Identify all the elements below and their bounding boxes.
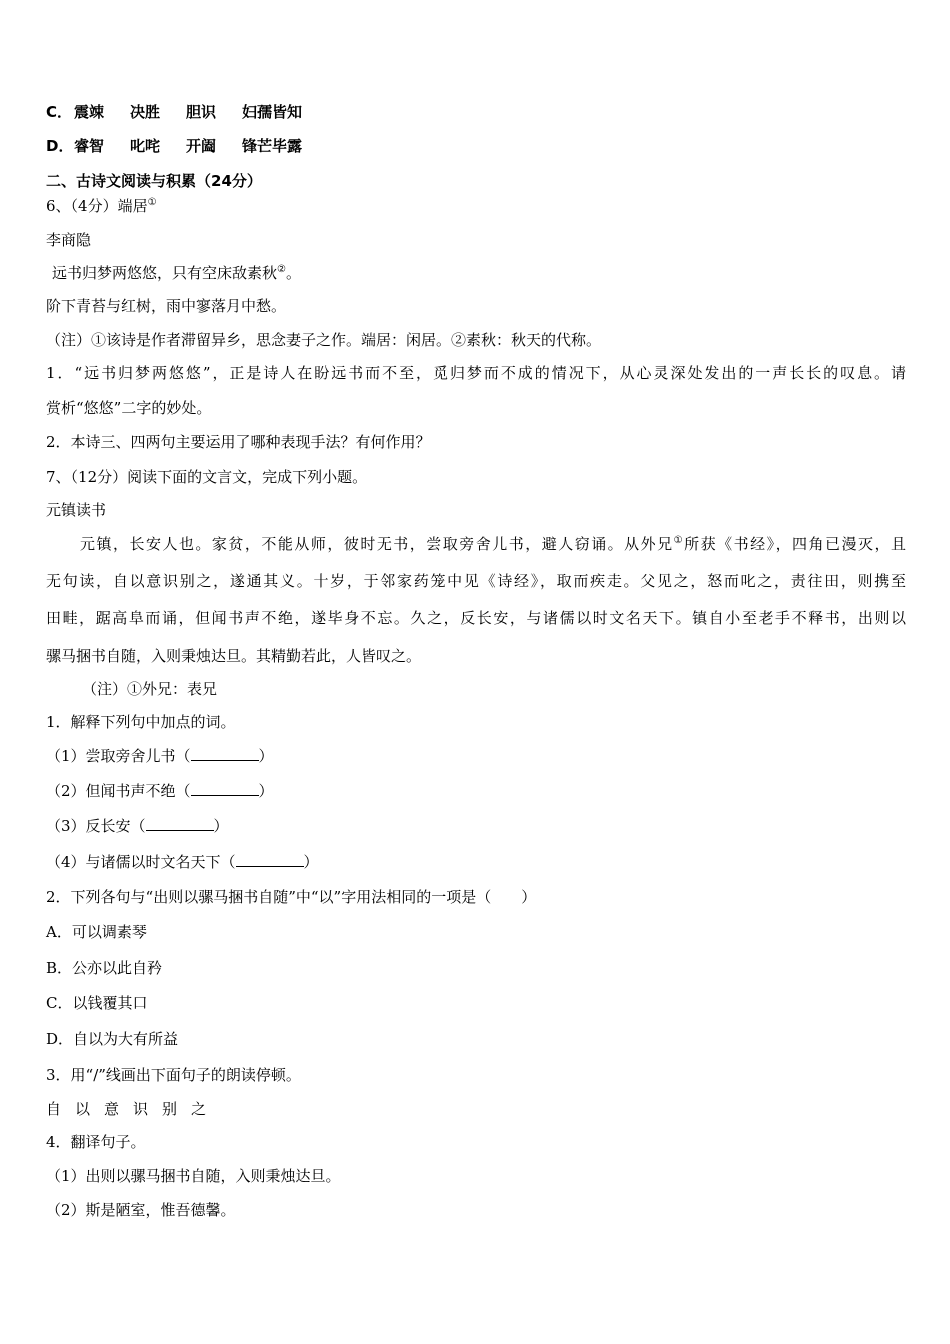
option-word: 震竦 <box>74 103 105 121</box>
q7-sub2: 2．下列各句与“出则以骡马捆书自随”中“以”字用法相同的一项是（ ） <box>46 888 537 906</box>
answer-blank[interactable] <box>191 746 259 761</box>
option-word: 叱咤 <box>130 137 161 155</box>
passage-line-1 <box>80 534 906 554</box>
passage-text: 所获《书经》，四角已漫灭，且 <box>684 535 906 553</box>
q6-sub2: 2．本诗三、四两句主要运用了哪种表现手法？有何作用？ <box>46 433 431 451</box>
poem-line-1-end: 。 <box>285 264 301 282</box>
q7-header: 7、（12分）阅读下面的文言文，完成下列小题。 <box>46 468 368 486</box>
q7-sub1-item <box>46 746 274 766</box>
poem-note: （注）①该诗是作者滞留异乡，思念妻子之作。端居：闲居。②素秋：秋天的代称。 <box>46 331 602 349</box>
q7-sub4: 4．翻译句子。 <box>46 1133 146 1151</box>
q7-sub1-item <box>46 852 319 872</box>
passage-title: 元镇读书 <box>46 501 107 519</box>
item-end: ） <box>213 817 229 835</box>
q6-sub1-line2: 赏析“悠悠”二字的妙处。 <box>46 399 212 417</box>
option-label: D． <box>46 137 74 155</box>
q6-sub1-line1: 1．“远书归梦两悠悠”，正是诗人在盼远书而不至，觅归梦而不成的情况下，从心灵深处发出的一声长长的叹息。请 <box>46 364 906 382</box>
option-word: 胆识 <box>186 103 217 121</box>
option-label: C． <box>46 103 73 121</box>
option-word: 开阖 <box>186 137 217 155</box>
q7-sub1-item <box>46 816 229 836</box>
option-d-row <box>46 136 328 156</box>
option-word: 妇孺皆知 <box>242 103 303 121</box>
pause-sentence: 自以意识别之 <box>46 1100 221 1118</box>
choice-option-c[interactable]: C．以钱覆其口 <box>46 994 148 1012</box>
answer-blank[interactable] <box>146 816 214 831</box>
q7-sub4-item: （2）斯是陋室，惟吾德馨。 <box>46 1201 236 1219</box>
poem-line-1-text: 远书归梦两悠悠，只有空床敌素秋 <box>52 264 278 282</box>
item-text: （2）但闻书声不绝（ <box>46 782 191 800</box>
q7-sub1-item <box>46 781 274 801</box>
choice-option-d[interactable]: D．自以为大有所益 <box>46 1030 179 1048</box>
passage-line-3: 田畦，踞高阜而诵，但闻书声不绝，遂毕身不忘。久之，反长安，与诸儒以时文名天下。镇自小至老手不释书，出则以 <box>46 609 906 627</box>
item-end: ） <box>258 782 274 800</box>
item-text: （1）尝取旁舍儿书（ <box>46 747 191 765</box>
q7-sub3: 3．用“/”线画出下面句子的朗读停顿。 <box>46 1066 301 1084</box>
passage-text: 元镇，长安人也。家贫，不能从师，彼时无书，尝取旁舍儿书，避人窃诵。从外兄 <box>80 535 674 553</box>
q7-sub4-item: （1）出则以骡马捆书自随，入则秉烛达旦。 <box>46 1167 341 1185</box>
poem-line-1 <box>52 263 301 283</box>
q6-header-text: 6、（4分）端居 <box>46 197 148 215</box>
answer-blank[interactable] <box>236 852 304 867</box>
footnote-marker: ② <box>277 264 286 275</box>
passage-line-2: 无句读，自以意识别之，遂通其义。十岁，于邻家药笼中见《诗经》，取而疾走。父见之，怒而叱之，责往田，则携至 <box>46 572 906 590</box>
q6-header <box>46 196 157 216</box>
item-end: ） <box>303 853 319 871</box>
footnote-marker: ① <box>673 535 685 546</box>
option-word: 睿智 <box>74 137 105 155</box>
section-title: 二、古诗文阅读与积累（24分） <box>46 172 262 190</box>
item-text: （4）与诸儒以时文名天下（ <box>46 853 236 871</box>
poem-author: 李商隐 <box>46 231 92 249</box>
passage-note: （注）①外兄：表兄 <box>82 680 218 698</box>
option-c-row <box>46 102 328 122</box>
answer-blank[interactable] <box>191 781 259 796</box>
choice-option-a[interactable]: A．可以调素琴 <box>46 923 147 941</box>
choice-option-b[interactable]: B．公亦以此自矜 <box>46 959 163 977</box>
item-end: ） <box>258 747 274 765</box>
item-text: （3）反长安（ <box>46 817 146 835</box>
poem-line-2: 阶下青苔与红树，雨中寥落月中愁。 <box>46 297 287 315</box>
q7-sub1: 1．解释下列句中加点的词。 <box>46 713 236 731</box>
option-word: 决胜 <box>130 103 161 121</box>
passage-line-4: 骡马捆书自随，入则秉烛达旦。其精勤若此，人皆叹之。 <box>46 647 422 665</box>
option-word: 锋芒毕露 <box>242 137 303 155</box>
footnote-marker: ① <box>147 197 157 208</box>
